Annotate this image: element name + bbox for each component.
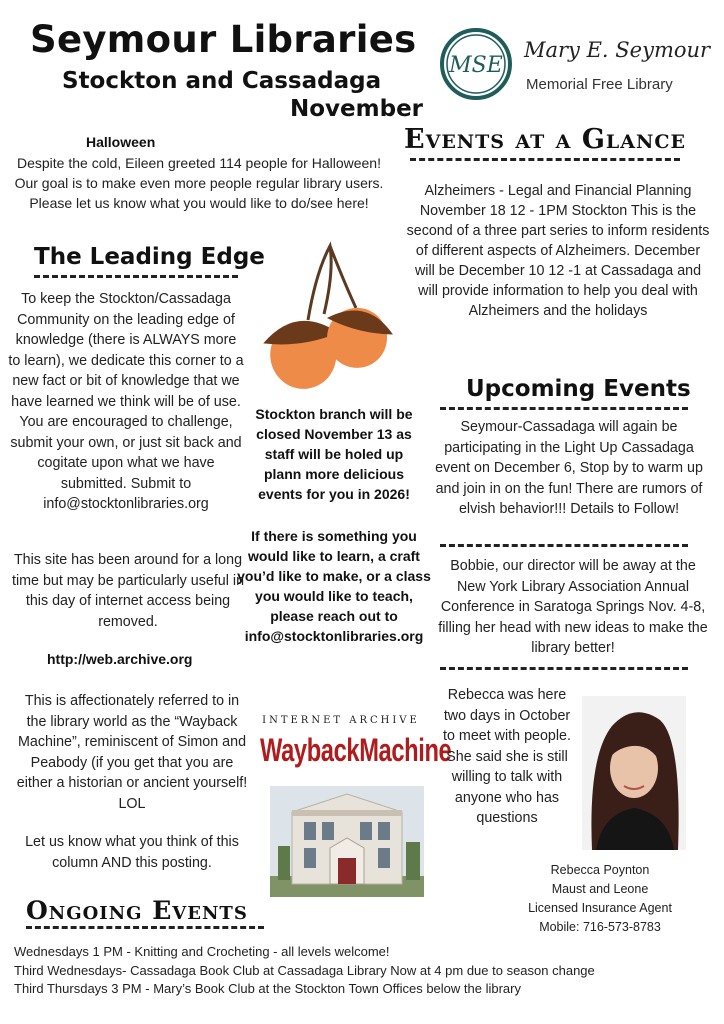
logo-name: Mary E. Seymour [524,38,711,62]
library-building-image [270,786,424,897]
archive-url-link[interactable]: http://web.archive.org [47,651,193,667]
leading-edge-divider [34,275,238,278]
logo-monogram: MSE [449,53,503,78]
site-text: This site has been around for a long time but may be particularly useful in this day of internet access being removed. [11,552,245,630]
ongoing-item-cassadaga-book-club: Third Wednesdays- Cassadaga Book Club at Cassadaga Library Now at 4 pm due to season change [14,962,595,978]
newsletter-month: November [290,96,424,122]
rebecca-divider [440,667,688,670]
leading-edge-text: To keep the Stockton/Cassadaga Community on the leading edge of knowledge (there is ALWAYS more to learn), we dedicate this corner to a new fact or bit of knowledge that we have learned we think will be of use. You are encouraged to challenge, submit your own, or just sit back and cogitate upon what we have submitted. Submit to info@stocktonlibraries.org [8,291,244,512]
contact-mobile: Mobile: 716-573-8783 [539,920,661,934]
upcoming-divider [440,407,688,410]
events-glance-text: Alzheimers - Legal and Financial Planning November 18 12 - 1PM Stockton This is the second of a three part series to inform residents of different aspects of Alzheimers. December will be December 10 12 -1 at Cassadaga and will provide information to help you deal with Alzheimers and the holidays [406,183,710,319]
halloween-text: Despite the cold, Eileen greeted 114 people for Halloween! Our goal is to make even more people regular library users. Please let us know what you would like to do/see here! [14,155,384,211]
library-logo-icon [440,28,512,100]
contact-company: Maust and Leone [551,882,649,896]
wayback-text: This is affectionately referred to in the library world as the “Wayback Machine”, reminiscent of Simon and Peabody (if you get that you are either a historian or ancient yourself! LOL [16,693,248,812]
contact-title: Licensed Insurance Agent [528,901,672,915]
rebecca-photo [582,696,686,850]
ongoing-item-marys-book-club: Third Thursdays 3 PM - Mary’s Book Club at the Stockton Town Offices below the library [14,981,521,996]
newsletter-title: Seymour Libraries [30,18,417,61]
rebecca-text: Rebecca was here two days in October to meet with people. She said she is still willing to talk with anyone who has questions [443,687,571,826]
contact-name: Rebecca Poynton [550,863,650,877]
feedback-text: Let us know what you think of this column AND this posting. [25,834,239,871]
closure-notice: Stockton branch will be closed November 13 as staff will be holed up plann more delicious events for you in 2026! [255,406,413,502]
wayback-logo: WaybackMachine [260,732,452,768]
newsletter-subtitle: Stockton and Cassadaga [62,68,382,94]
acorns-icon [258,242,398,392]
archive-label: INTERNET ARCHIVE [262,715,420,726]
logo-subtitle: Memorial Free Library [526,76,673,93]
ongoing-heading: Ongoing Events [26,896,248,925]
upcoming-heading: Upcoming Events [466,376,691,402]
ongoing-divider [26,926,264,929]
leading-edge-heading: The Leading Edge [34,244,265,270]
ongoing-item-knitting: Wednesdays 1 PM - Knitting and Crocheting - all levels welcome! [14,944,390,959]
bobbie-text: Bobbie, our director will be away at the New York Library Association Annual Conference in Saratoga Springs Nov. 4-8, filling her head with new ideas to make the library better! [438,558,708,656]
events-glance-heading: Events at a Glance [404,124,686,155]
learn-notice: If there is something you would like to learn, a craft you’d like to make, or a class you would like to teach, please reach out to info@stocktonlibraries.org [237,528,431,644]
bobbie-divider [440,544,688,547]
halloween-heading: Halloween [86,134,156,150]
events-glance-divider [410,158,680,161]
light-up-text: Seymour-Cassadaga will again be participating in the Light Up Cassadaga event on December 6, Stop by to warm up and join in on the fun! There are rumors of elvish behavior!!! Details to Follow! [435,419,703,517]
